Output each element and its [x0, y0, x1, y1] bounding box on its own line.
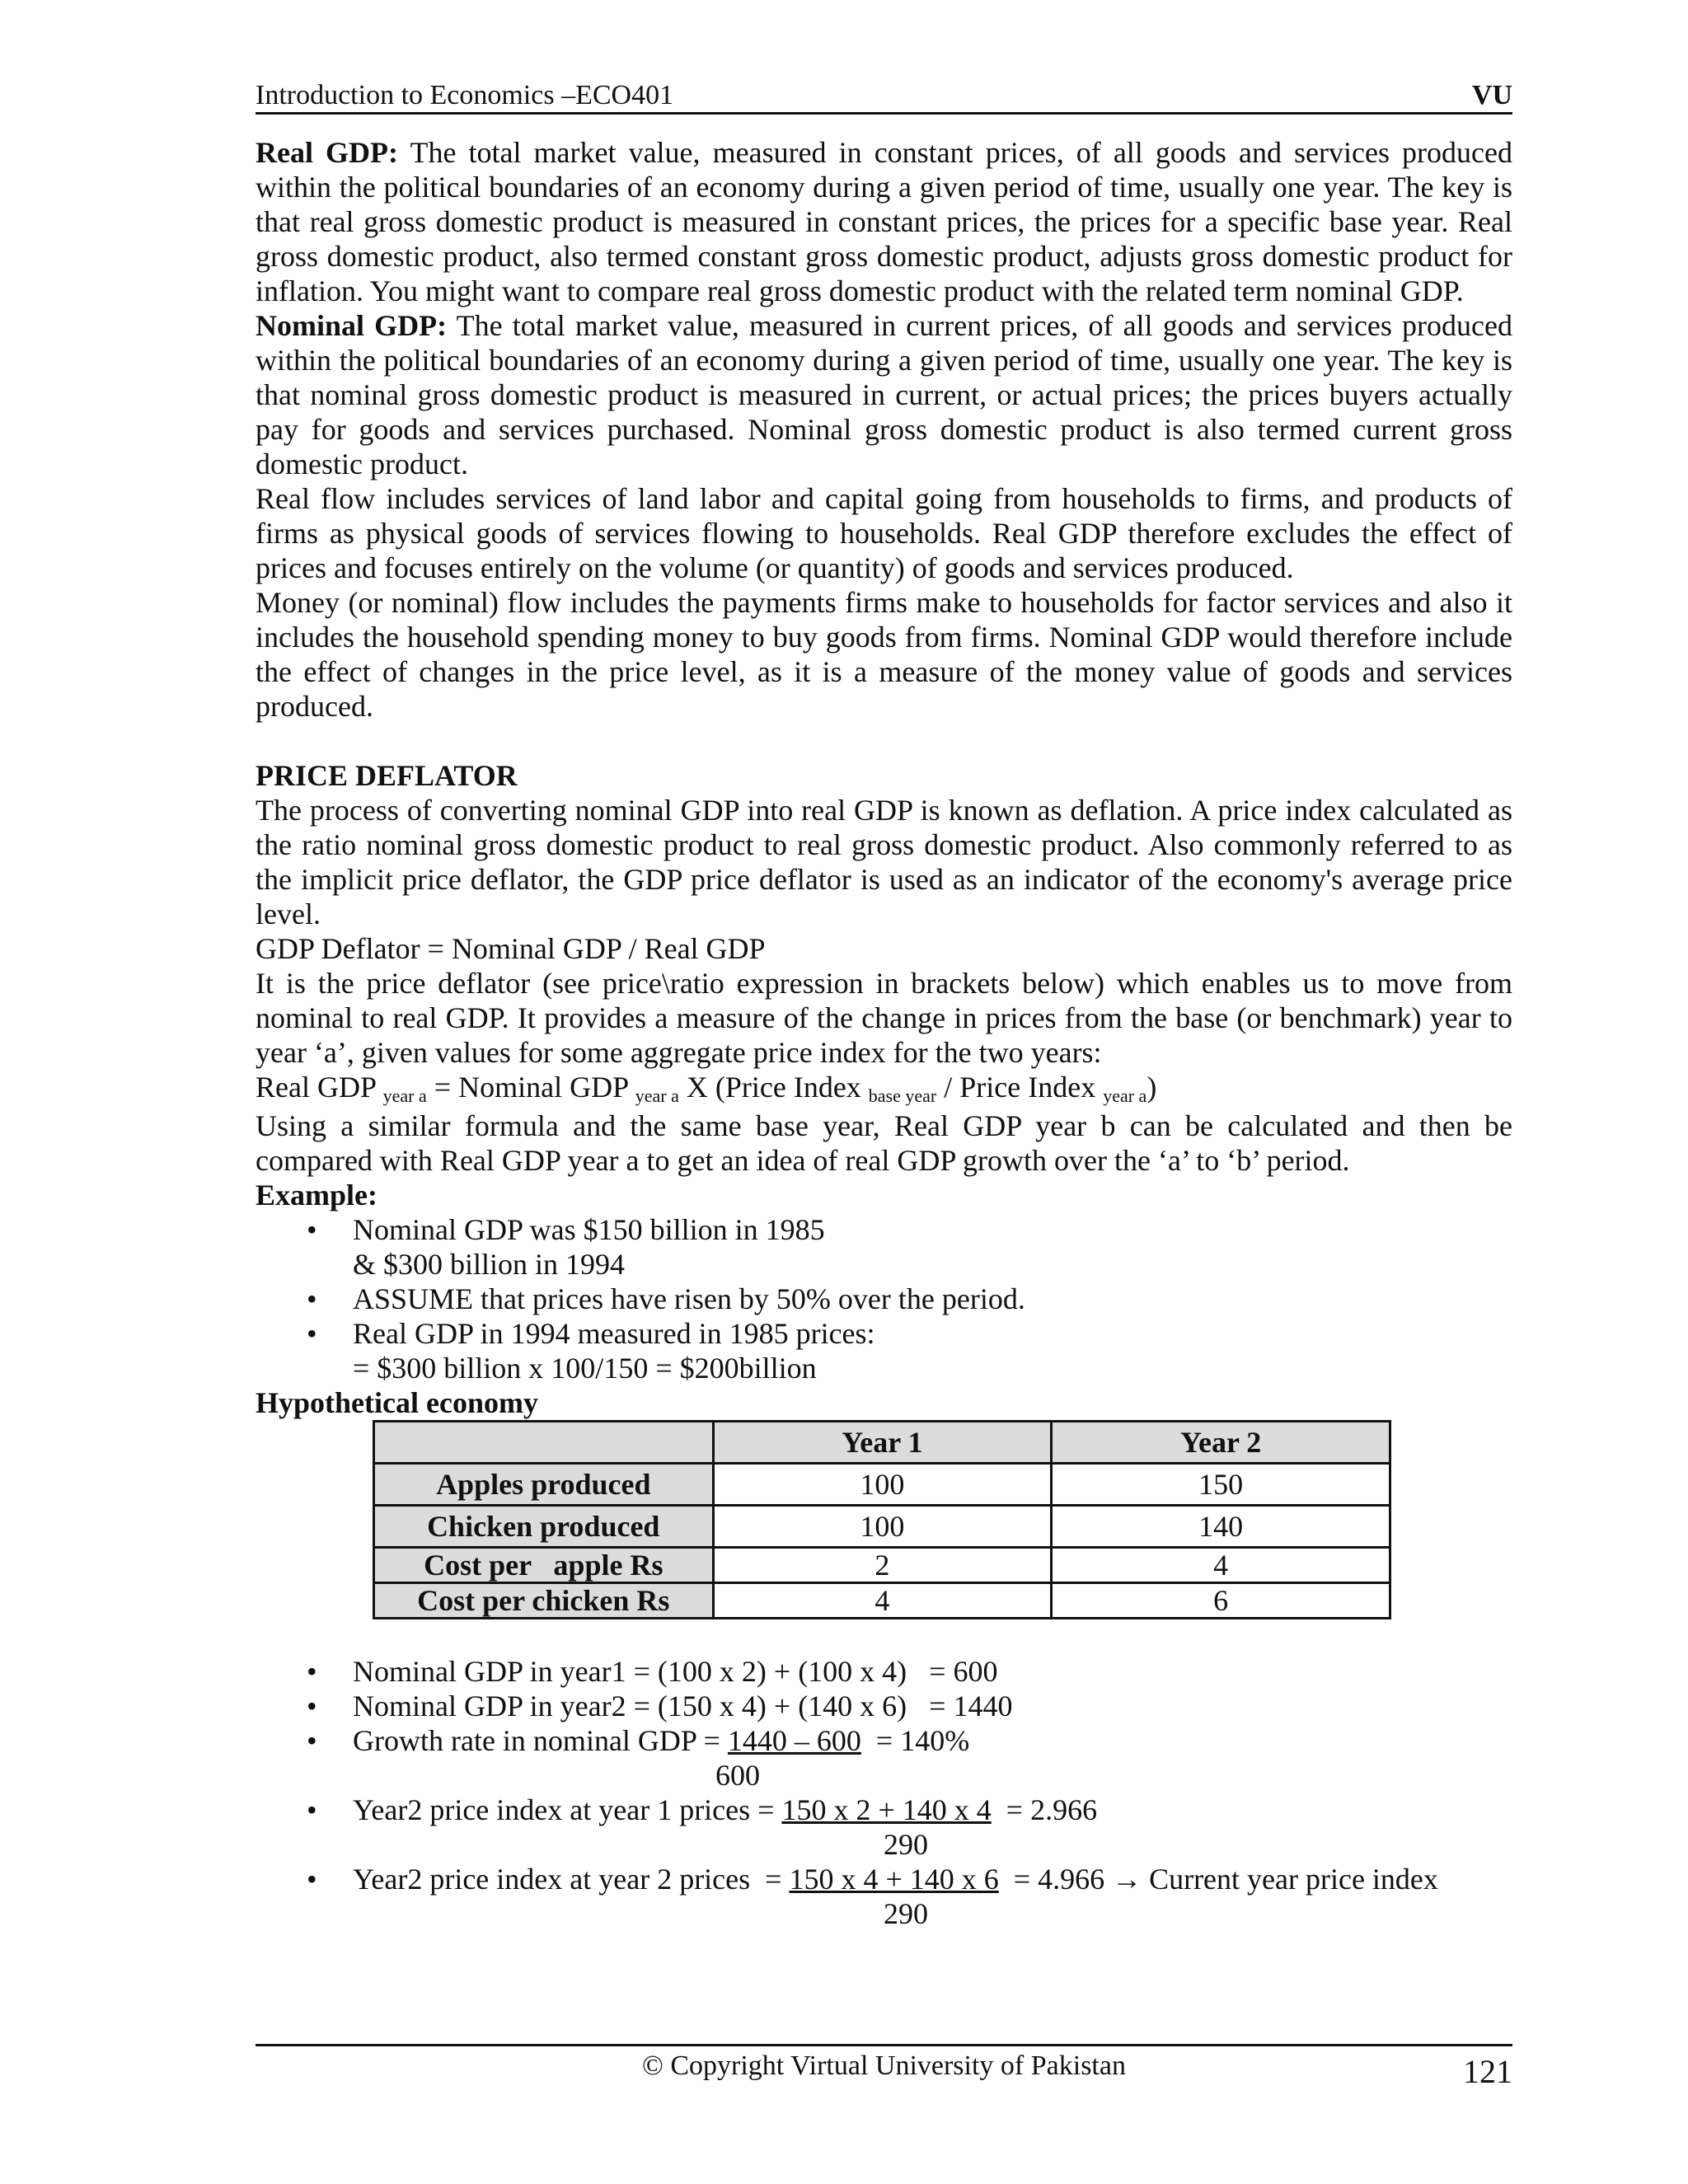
table-header-cell [374, 1422, 714, 1464]
list-item: • ASSUME that prices have risen by 50% over the period. [307, 1282, 1025, 1315]
row-label: Cost per chicken Rs [374, 1583, 714, 1619]
real-gdp-formula: Real GDP $_{year a}$ = Nominal GDP $_{year a}$ X (Price Index $_{base year}$ / Price Index $_{year a}$) [256, 1071, 1157, 1106]
fraction-denominator: 290 [884, 1828, 928, 1861]
real-flow-paragraph: Real flow includes services of land labor and capital going from households to firms, and products of firms as physical goods of services flowing to households. Real GDP therefore excludes the effect of prices and focuses entirely on the volume (or quantity) of goods and services produced. [256, 482, 1512, 584]
example-heading: Example: [256, 1179, 377, 1212]
fraction-numerator: 150 x 2 + 140 x 4 [781, 1793, 992, 1826]
deflator-explanation: It is the price deflator (see price\ratio expression in brackets below) which enables us to move from nominal to real GDP. It provides a measure of the change in prices from the base (or benchmark) year to year ‘a’, given values for some aggregate price index for the two years: [256, 967, 1512, 1069]
table-cell: 150 [1052, 1464, 1390, 1506]
nominal-gdp-definition: Nominal GDP: The total market value, measured in current prices, of all goods and services produced within the political boundaries of an economy during a given period of time, usually one year. The key is that nominal gross domestic product is measured in current, or actual prices; the prices buyers actually pay for goods and services purchased. Nominal gross domestic product is also termed current gross domestic product. [256, 309, 1512, 480]
similar-formula-paragraph: Using a similar formula and the same base year, Real GDP year b can be calculated and then be compared with Real GDP year a to get an idea of real GDP growth over the ‘a’ to ‘b’ period. [256, 1109, 1512, 1177]
table-cell: 6 [1052, 1583, 1390, 1619]
list-item: • Growth rate in nominal GDP = 1440 – 600 = 140% 600 [307, 1724, 970, 1792]
table-cell: 4 [1052, 1548, 1390, 1583]
table-row [374, 1583, 1390, 1619]
page-footer [256, 2047, 1512, 2088]
calculation-list [256, 1654, 1512, 1931]
table-row [374, 1506, 1390, 1548]
table-cell: 2 [713, 1548, 1052, 1583]
page-body [256, 135, 1512, 1931]
deflator-formula: GDP Deflator = Nominal GDP / Real GDP [256, 932, 766, 965]
list-item: • Nominal GDP in year2 = (150 x 4) + (140 x 6) = 1440 [307, 1690, 1013, 1722]
hypothetical-economy-table [373, 1420, 1391, 1619]
course-title: Introduction to Economics –ECO401 [256, 80, 674, 110]
list-item: • Nominal GDP in year1 = (100 x 2) + (100 x 4) = 600 [307, 1655, 998, 1688]
page-number: 121 [1463, 2053, 1512, 2090]
page-header [256, 79, 1512, 115]
table-row [374, 1548, 1390, 1583]
table-row [374, 1464, 1390, 1506]
brand-label: VU [1471, 80, 1512, 110]
table-cell: 100 [713, 1464, 1052, 1506]
fraction-denominator: 600 [715, 1759, 760, 1792]
real-gdp-definition: Real GDP: The total market value, measured in constant prices, of all goods and services produced within the political boundaries of an economy during a given period of time, usually one year. The key is that real gross domestic product is measured in constant prices, the prices for a specific base year. Real gross domestic product, also termed constant gross domestic product, adjusts gross domestic product for inflation. You might want to compare real gross domestic product with the related term nominal GDP. [256, 136, 1512, 307]
fraction-numerator: 150 x 4 + 140 x 6 [789, 1863, 999, 1896]
table-cell: 140 [1052, 1506, 1390, 1548]
table-header-cell: Year 2 [1052, 1422, 1390, 1464]
list-item: • Year2 price index at year 2 prices = 150 x 4 + 140 x 6 = 4.966 → Current year price index 290 [307, 1863, 1438, 1930]
footer-divider [256, 2044, 1512, 2046]
fraction-numerator: 1440 – 600 [727, 1724, 861, 1757]
table-cell: 4 [713, 1583, 1052, 1619]
table-header-cell: Year 1 [713, 1422, 1052, 1464]
table-header-row [374, 1422, 1390, 1464]
row-label: Apples produced [374, 1464, 714, 1506]
deflator-intro: The process of converting nominal GDP into real GDP is known as deflation. A price index calculated as the ratio nominal gross domestic product to real gross domestic product. Also commonly referred to as the implicit price deflator, the GDP price deflator is used as an indicator of the economy's average price level. [256, 794, 1512, 930]
table-cell: 100 [713, 1506, 1052, 1548]
section-heading: PRICE DEFLATOR [256, 759, 518, 792]
real-gdp-label: Real GDP: [256, 136, 399, 169]
money-flow-paragraph: Money (or nominal) flow includes the payments firms make to households for factor services and also it includes the household spending money to buy goods from firms. Nominal GDP would therefore include the effect of changes in the price level, as it is a measure of the money value of goods and services produced. [256, 586, 1512, 723]
list-item: • Nominal GDP was $150 billion in 1985 & $300 billion in 1994 [307, 1213, 825, 1281]
row-label: Cost per apple Rs [374, 1548, 714, 1583]
row-label: Chicken produced [374, 1506, 714, 1548]
fraction-denominator: 290 [884, 1897, 928, 1930]
list-item: • Year2 price index at year 1 prices = 150 x 2 + 140 x 4 = 2.966 290 [307, 1793, 1098, 1861]
table-title: Hypothetical economy [256, 1386, 538, 1419]
list-item: • Real GDP in 1994 measured in 1985 prices: = $300 billion x 100/150 = $200billion [307, 1317, 875, 1385]
copyright-text: © Copyright Virtual University of Pakistan [642, 2050, 1126, 2081]
example-list [256, 1212, 1512, 1385]
nominal-gdp-label: Nominal GDP: [256, 309, 448, 342]
